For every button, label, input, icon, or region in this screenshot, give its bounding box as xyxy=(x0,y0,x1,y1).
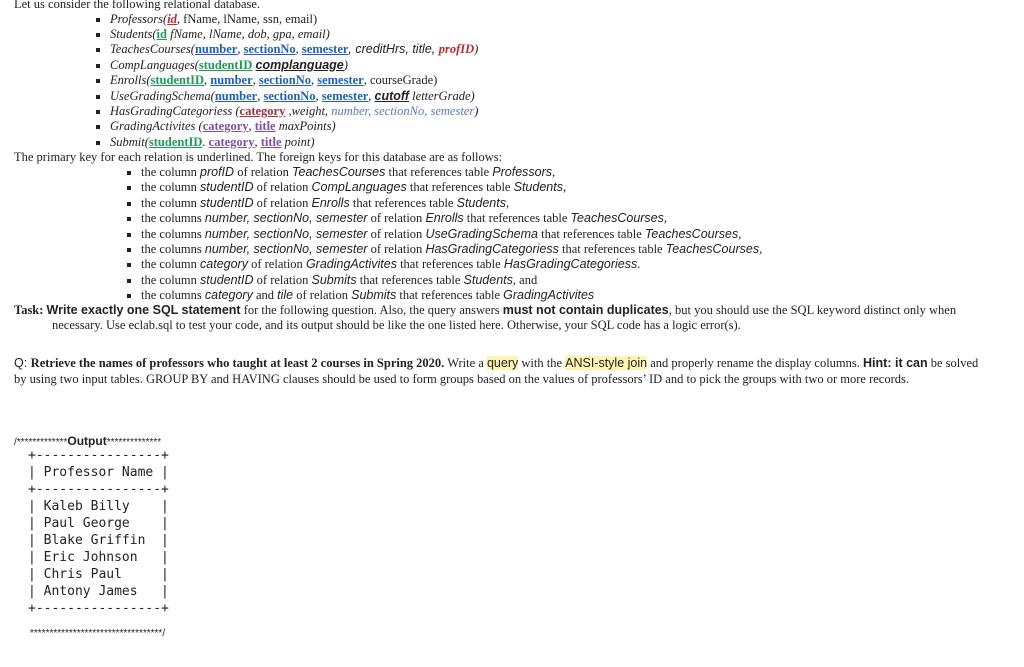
fk-rel: HasGradingCategoriess xyxy=(425,242,559,256)
fk-ref: TeachesCourses xyxy=(665,242,760,256)
schema-submit: Submit(studentID. category, title point) xyxy=(110,135,315,149)
fk-item xyxy=(141,242,762,257)
fk-cols: number, sectionNo, semester xyxy=(204,227,368,241)
fk-item xyxy=(141,165,555,180)
question-paragraph-line2: by using two input tables. GROUP BY and HAVING clauses should be used to form groups based on the values of professors’ ID and to pick the groups with two or more records. xyxy=(14,372,910,386)
fk-ref: TeachesCourses xyxy=(644,227,739,241)
fk-mid: of relation xyxy=(234,165,293,179)
schema-usegradingschema: UseGradingSchema(number, sectionNo, semester, cutoff letterGrade) xyxy=(110,89,475,103)
schema-gradingactivites: GradingActivites (category, title maxPoints) xyxy=(110,119,336,133)
fk-post: that references table xyxy=(356,273,464,287)
fk-pre: the columns xyxy=(141,227,205,241)
fk-cols: profID xyxy=(200,165,235,179)
fk-cols: category xyxy=(200,257,248,271)
fk-rel: Enrolls xyxy=(425,211,464,225)
fk-post: of relation xyxy=(293,288,352,302)
pk-note: The primary key for each relation is underlined. The foreign keys for this database are as follows: xyxy=(14,150,503,164)
fk-item xyxy=(141,196,509,211)
schema-teachescourses: TeachesCourses(number, sectionNo, semester, creditHrs, title, profID) xyxy=(110,42,479,56)
fk-item xyxy=(141,227,741,242)
fk-mid: of relation xyxy=(253,273,312,287)
fk-pre: the column xyxy=(141,180,201,194)
schema-complanguages: CompLanguages(studentID complanguage) xyxy=(110,58,348,72)
fk-post: that references table xyxy=(463,211,571,225)
fk-rel: Enrolls xyxy=(311,196,350,210)
intro-text: Let us consider the following relational database. xyxy=(14,0,261,11)
fk-post: that references table xyxy=(406,180,514,194)
fk-pre: the columns xyxy=(141,242,205,256)
fk-item xyxy=(141,180,566,195)
fk-ref: Professors xyxy=(492,165,553,179)
fk-post: that references table xyxy=(385,165,493,179)
fk-pre: the columns xyxy=(141,288,205,302)
fk-post: that references table xyxy=(349,196,457,210)
fk-pre: the column xyxy=(141,273,201,287)
fk-mid: and xyxy=(252,288,278,302)
output-column-header: | Professor Name | xyxy=(28,465,169,480)
fk-item xyxy=(141,288,594,303)
output-row: | Kaleb Billy | xyxy=(28,499,169,514)
fk-cols: studentID xyxy=(200,196,254,210)
fk-pre: the column xyxy=(141,196,201,210)
fk-mid: of relation xyxy=(247,257,306,271)
fk-end: , xyxy=(562,180,567,194)
schema-professors: Professors(id, fName, lName, ssn, email) xyxy=(110,12,318,26)
fk-item xyxy=(141,257,640,272)
fk-mid: of relation xyxy=(253,196,312,210)
output-border-top: +----------------+ xyxy=(28,448,169,463)
question-paragraph: Q: Retrieve the names of professors who taught at least 2 courses in Spring 2020. Write a query with the ANSI-style join and properly rename the display columns. Hint: it can be solved xyxy=(14,356,979,370)
output-border-mid: +----------------+ xyxy=(28,482,169,497)
fk-mid: of relation xyxy=(253,180,312,194)
fk-end: , xyxy=(663,211,668,225)
fk-end: , xyxy=(738,227,742,241)
fk-end: , xyxy=(505,196,510,210)
output-row: | Blake Griffin | xyxy=(28,533,169,548)
fk-ref: Students xyxy=(456,196,506,210)
fk-cols: category xyxy=(204,288,253,302)
schema-students: Students(id fName, lName, dob, gpa, email) xyxy=(110,27,330,41)
fk-ref: Submits xyxy=(351,288,397,302)
output-row: | Antony James | xyxy=(28,584,169,599)
fk-cols: studentID xyxy=(200,180,254,194)
fk-ref: HasGradingCategoriess xyxy=(503,257,638,271)
fk-ref: TeachesCourses xyxy=(570,211,664,225)
output-row: | Chris Paul | xyxy=(28,567,169,582)
fk-ref: Students xyxy=(463,273,513,287)
fk-end: , xyxy=(759,242,763,256)
fk-rel: Submits xyxy=(311,273,357,287)
fk-mid: of relation xyxy=(367,211,426,225)
output-border-bottom: +----------------+ xyxy=(28,601,169,616)
fk-post: that references table xyxy=(396,257,504,271)
task-paragraph-line2: necessary. Use eclab.sql to test your code, and its output should be like the one listed here. Otherwise, your SQL code has a logic error(s). xyxy=(52,318,741,332)
output-row: | Paul George | xyxy=(28,516,169,531)
fk-end: , xyxy=(552,165,556,179)
schema-enrolls: Enrolls(studentID, number, sectionNo, semester, courseGrade) xyxy=(110,73,438,87)
fk-mid: of relation xyxy=(367,227,426,241)
fk-item xyxy=(141,273,537,288)
fk-post: that references table xyxy=(558,242,666,256)
fk-rel: UseGradingSchema xyxy=(425,227,538,241)
fk-end: that references table xyxy=(396,288,504,302)
fk-ref: Students xyxy=(513,180,563,194)
fk-extra: GradingActivites xyxy=(503,288,595,302)
output-header: /*************Output************** xyxy=(14,434,162,448)
fk-pre: the column xyxy=(141,257,201,271)
output-footer: **********************************/ xyxy=(30,628,166,639)
fk-cols: number, sectionNo, semester xyxy=(204,242,368,256)
fk-cols: number, sectionNo, semester xyxy=(204,211,368,225)
fk-post: that references table xyxy=(538,227,645,241)
fk-rel: tile xyxy=(277,288,294,302)
fk-item xyxy=(141,211,667,226)
task-paragraph: Task: Write exactly one SQL statement for the following question. Also, the query answers must not contain duplicates, but you should use the SQL keyword distinct only when xyxy=(14,303,957,317)
fk-rel: GradingActivites xyxy=(305,257,397,271)
fk-pre: the column xyxy=(141,165,201,179)
output-row: | Eric Johnson | xyxy=(28,550,169,565)
fk-rel: CompLanguages xyxy=(311,180,407,194)
fk-end: . xyxy=(637,257,641,271)
fk-rel: TeachesCourses xyxy=(292,165,386,179)
fk-mid: of relation xyxy=(367,242,426,256)
fk-pre: the columns xyxy=(141,211,205,225)
schema-hasgradingcategoriess: HasGradingCategoriess (category ,weight, number, sectionNo, semester) xyxy=(110,104,479,118)
fk-cols: studentID xyxy=(200,273,254,287)
fk-end: , and xyxy=(512,273,538,287)
